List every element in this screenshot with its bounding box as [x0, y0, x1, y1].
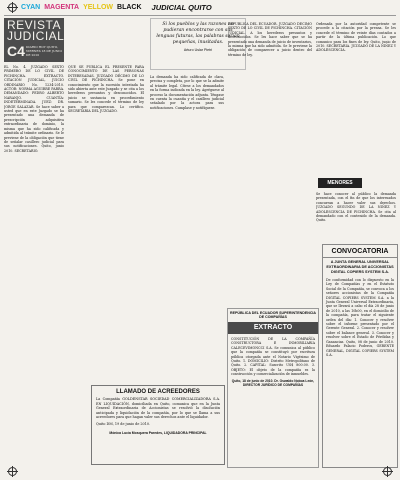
extracto-notice [227, 308, 319, 468]
masthead [4, 18, 64, 62]
column-2 [68, 65, 144, 377]
registration-mark-icon [8, 467, 17, 476]
header-rule [4, 15, 396, 16]
column-5 [316, 22, 396, 174]
plate-black: BLACK [117, 3, 142, 11]
column-6-text: Se hace conocer al público la demanda presentada, con el fin de que los interesados concurran a hacer valer sus derechos. JUZGADO SEGUNDO DE LA NIÑEZ Y ADOLESCENCIA DE PICHINCHA. Se cita al demandado con el contenido de la demanda. Quito. [316, 192, 396, 223]
convocatoria-title: CONVOCATORIA [323, 245, 397, 258]
column-6 [316, 192, 396, 240]
extracto-republic: REPÚBLICA DEL ECUADOR SUPERINTENDENCIA DE COMPAÑÍAS [229, 311, 317, 319]
convocatoria-notice [322, 244, 398, 468]
menores-header: MENORES [318, 178, 362, 188]
column-3 [150, 75, 224, 375]
masthead-line2: JUDICIAL [7, 29, 65, 43]
extracto-title: EXTRACTO [228, 322, 318, 334]
column-1-text: EL No. 4. JUZGADO SEXTO PRIMERO DE LO CIVIL DE PICHINCHA. EXTRACTO. CITACIÓN JUDICIAL, JUICIO ORDINARIO No. 1234-2010. ACTOR: NORMA AGUIRRE PARRA. DEMANDADO: PEDRO ALBERTO NARANJO. CUANTÍA: INDETERMINADA. JUEZ: DR. JORGE SALAZAR. Se hace saber a usted que en este Juzgado se ha presentado una demanda de prescripción adquisitiva extraordinaria de dominio, la misma que ha sido calificada y admitida al trámite ordinario. Se le previene de la obligación que tiene de señalar casillero judicial para sus notificaciones. Quito, junio 2010. SECRETARIO. [4, 65, 64, 153]
acreedores-date: Quito DM, 19 de junio de 2010. [96, 421, 151, 426]
section-title: JUDICIAL QUITO [151, 2, 212, 12]
acreedores-title: LLAMADO DE ACREEDORES [116, 389, 200, 395]
column-1 [4, 65, 64, 465]
acreedores-body: La Compañía GOLDENSTAR SOCIEDAD COMERCIALIZADORA S.A. EN LIQUIDACIÓN, domiciliada en Quito, comunica que en la Junta General Extraordinaria de Accionistas se resolvió la disolución anticipada y liquidación de la compañía, por lo que se llama a sus acreedores para que hagan valer sus derechos ante el liquidador. [96, 397, 220, 420]
registration-mark-icon [8, 3, 17, 12]
convocatoria-text: De conformidad con lo dispuesto en la Ley de Compañías y en el Estatuto Social de la Compañía, se convoca a los señores accionistas de la Compañía DIGITAL COPIERS SYSTEM S.A. a la Junta General Universal Extraordinaria, que se llevará a cabo el día 28 de junio de 2010, a las 10h00, en el domicilio de la compañía, para tratar el siguiente orden del día: 1. Conocer y resolver sobre el informe presentado por el Gerente General. 2. Conocer y resolver sobre el balance general. 3. Conocer y resolver sobre el Estado de Pérdidas y Ganancias. Quito, 08 de junio de 2010. Eduardo Palacio Poderos, GERENTE GENERAL, DIGITAL COPIERS SYSTEM S.A. [326, 278, 394, 357]
plate-cyan: CYAN [21, 3, 41, 11]
extracto-footer: Quito, 18 de junio de 2010. Dr. Oswaldo Noboa León, DIRECTOR JURÍDICO DE COMPAÑÍAS [231, 378, 315, 388]
column-5-text: Ordenada por la autoridad competente se procede a la citación por la prensa. Se les concede el término de veinte días contados a partir de la última publicación. Lo que comunico para los fines de ley. Quito, junio de 2010. SECRETARIA. JUZGADO DE LA NIÑEZ Y ADOLESCENCIA. [316, 22, 396, 53]
extracto-body [228, 337, 318, 387]
column-4 [228, 22, 312, 304]
registration-mark-icon [383, 467, 392, 476]
convocatoria-subtitle: A JUNTA GENERAL UNIVERSAL EXTRAORDINARIA DE ACCIONISTAS DIGITAL COPIERS SYSTEM S.A. [326, 260, 394, 274]
print-header [0, 0, 400, 14]
masthead-line1: REVISTA [7, 18, 61, 32]
masthead-meta: DIARIO HOY QUITO, VIERNES 18 DE JUNIO DE 2010 [26, 45, 62, 57]
acreedores-signature: Mónica Lucía Mosquera Paredes, LIQUIDADORA PRINCIPAL [109, 430, 207, 435]
plate-magenta: MAGENTA [44, 3, 80, 11]
column-4-text: REPÚBLICA DEL ECUADOR. JUZGADO DÉCIMO SEXTO DE LO CIVIL DE PICHINCHA. CITACIÓN JUDICIAL. A los herederos presuntos y desconocidos. Se les hace saber que se ha presentado una demanda de juicio de inventarios, la misma que ha sido admitida. Se le previene la obligación de comparecer a juicio dentro del término de ley. [228, 22, 312, 57]
column-3-text: La demanda ha sido calificada de clara, precisa y completa, por lo que se la admite al trámite legal. Cítese a los demandados en la forma indicada en la ley. Agréguese al proceso la documentación adjunta. Téngase en cuenta la cuantía y el casillero judicial señalado por la actora para sus notificaciones. Cumplase y notifíquese. [150, 75, 224, 110]
quote-author: Arturo Uslar Pietri [183, 48, 213, 52]
page-number: C4 [7, 43, 25, 59]
acreedores-notice [91, 385, 225, 465]
extracto-text: CONSTITUCIÓN DE LA COMPAÑÍA CONSTRUCTORA E INMOBILIARIA CALECEVIMONCCI S.A. Se comunica al público que la compañía se constituyó por escritura pública otorgada ante el Notario Vigésimo de Quito. 1. DOMICILIO: Distrito Metropolitano de Quito. 2. CAPITAL: Suscrito US$ 800.00. 3. OBJETO: El objeto de la compañía es la construcción y comercialización de inmuebles. [231, 337, 315, 377]
plate-yellow: YELLOW [83, 3, 114, 11]
column-2-text: QUE SE PUBLICA EL PRESENTE PARA CONOCIMIENTO DE LAS PERSONAS INTERESADAS. JUZGADO DÉCIMO DE LO CIVIL DE PICHINCHA. Se pone en conocimiento que la sucesión intestada ha sido abierta ante este Juzgado y se cita a los herederos presuntos y desconocidos. El juicio se sustancia en procedimiento sumario. Se les concede el término de ley para que comparezcan. Lo certifico. SECRETARIA DEL JUZGADO. [68, 65, 144, 114]
quote-text: Si los pueblos y las razones no pudieran encontrarse con sus lenguas futuras, las palabras serían pequeñas, inusitadas. [156, 22, 240, 45]
